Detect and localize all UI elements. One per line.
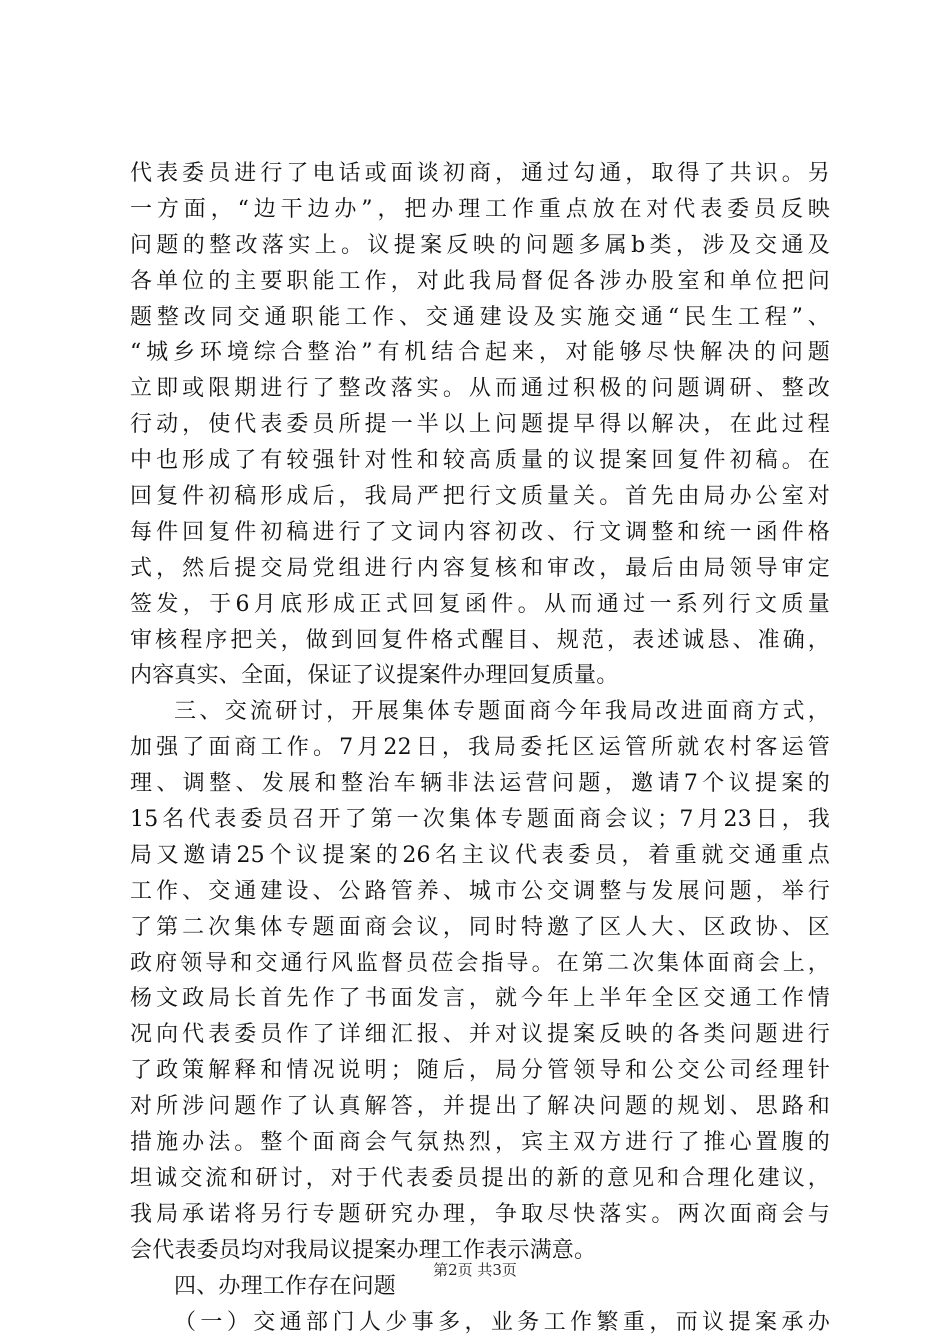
text-line: 会代表委员均对我局议提案办理工作表示满意。 [130,1237,597,1263]
text-line: 政府领导和交通行风监督员莅会指导。在第二次集体面商会上， [130,950,830,976]
text-line: 理、调整、发展和整治车辆非法运营问题，邀请7个议提案的 [130,771,830,797]
text-line: 一方面，“边干边办”，把办理工作重点放在对代表委员反映 [130,196,830,222]
text-line: 审核程序把关，做到回复件格式醒目、规范，表述诚恳、准确， [130,627,830,653]
text-line: 我局承诺将另行专题研究办理，争取尽快落实。两次面商会与 [130,1201,830,1227]
text-line: 工作、交通建设、公路管养、城市公交调整与发展问题，举行 [130,878,830,904]
text-line: 了第二次集体专题面商会议，同时特邀了区人大、区政协、区 [130,914,830,940]
text-line: “城乡环境综合整治”有机结合起来，对能够尽快解决的问题 [130,340,830,366]
text-line: 每件回复件初稿进行了文词内容初改、行文调整和统一函件格 [130,519,830,545]
text-line: 加强了面商工作。7月22日，我局委托区运管所就农村客运管 [130,735,830,761]
text-line: 回复件初稿形成后，我局严把行文质量关。首先由局办公室对 [130,484,830,510]
text-line: 中也形成了有较强针对性和较高质量的议提案回复件初稿。在 [130,448,830,474]
text-line: 三、交流研讨，开展集体专题面商今年我局改进面商方式， [174,699,830,725]
text-line: 代表委员进行了电话或面谈初商，通过勾通，取得了共识。另 [130,161,830,186]
text-line: 坦诚交流和研讨，对于代表委员提出的新的意见和合理化建议， [130,1165,830,1191]
text-line: 四、办理工作存在问题 [174,1273,397,1299]
text-line: 措施办法。整个面商会气氛热烈，宾主双方进行了推心置腹的 [130,1130,830,1156]
text-line: 立即或限期进行了整改落实。从而通过积极的问题调研、整改 [130,376,830,402]
body-text [130,156,830,1340]
text-line: 了政策解释和情况说明；随后，局分管领导和公交公司经理针 [130,1058,830,1084]
text-line: 问题的整改落实上。议提案反映的问题多属b类，涉及交通及 [130,232,830,258]
text-line: 局又邀请25个议提案的26名主议代表委员，着重就交通重点 [130,842,830,868]
text-line: 对所涉问题作了认真解答，并提出了解决问题的规划、思路和 [130,1094,830,1120]
text-line: 15名代表委员召开了第一次集体专题面商会议；7月23日，我 [130,807,830,833]
text-line: 式，然后提交局党组进行内容复核和审改，最后由局领导审定 [130,555,830,581]
text-line: 杨文政局长首先作了书面发言，就今年上半年全区交通工作情 [130,986,830,1012]
text-line: 况向代表委员作了详细汇报、并对议提案反映的各类问题进行 [130,1022,830,1048]
text-line: （一）交通部门人少事多，业务工作繁重，而议提案承办 [174,1309,830,1335]
text-line: 内容真实、全面，保证了议提案件办理回复质量。 [130,663,619,689]
text-line: 行动，使代表委员所提一半以上问题提早得以解决，在此过程 [130,412,830,438]
page-footer: 第2页 共3页 [433,1261,517,1279]
text-line: 各单位的主要职能工作，对此我局督促各涉办股室和单位把问 [130,268,830,294]
text-line: 签发，于6月底形成正式回复函件。从而通过一系列行文质量 [130,591,830,617]
text-line: 题整改同交通职能工作、交通建设及实施交通“民生工程”、 [130,304,830,330]
